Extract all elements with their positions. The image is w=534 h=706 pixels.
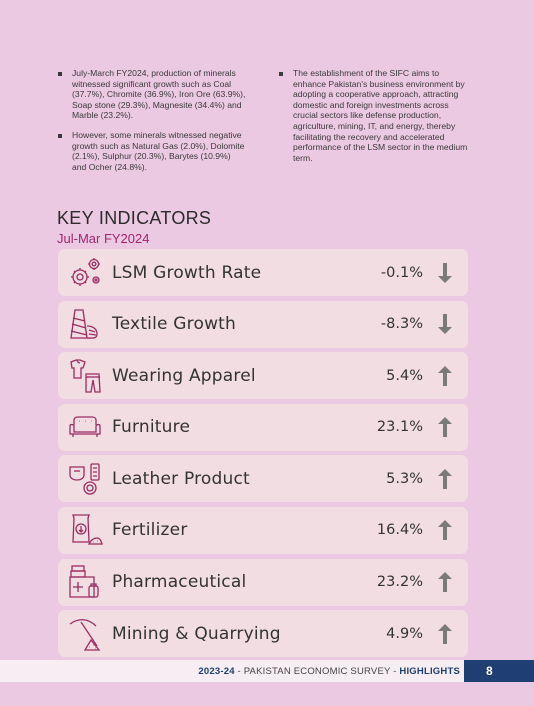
indicator-label: Wearing Apparel [112,365,256,386]
sofa-icon [67,409,103,445]
bullet-item [279,68,473,163]
page-footer [0,660,534,682]
section-subtitle: Jul-Mar FY2024 [57,231,150,246]
indicator-label: Pharmaceutical [112,572,247,593]
footer-title: - PAKISTAN ECONOMIC SURVEY - [234,666,400,677]
indicator-row [58,352,468,399]
bullet-dot [279,72,283,76]
indicator-label: Leather Product [112,468,250,489]
arrow-up-icon [434,364,456,388]
indicator-label: Mining & Quarrying [112,623,281,644]
arrow-up-icon [434,467,456,491]
indicator-label: LSM Growth Rate [112,262,262,283]
bullets-left-column [58,68,246,181]
indicator-value: 23.1% [376,419,423,436]
indicator-value: 16.4% [376,522,423,539]
pickaxe-icon [67,616,103,652]
footer-highlight: HIGHLIGHTS [399,666,460,677]
key-indicators-list [58,249,468,662]
indicator-value: 5.4% [386,367,423,384]
section-title: KEY INDICATORS [57,208,212,228]
bullet-text: The establishment of the SIFC aims to enhance Pakistan's business environment by adopting a cooperative approach, attracting domestic and foreign investments across crucial sectors like defense production, agriculture, mining, IT, and energy, thereby facilitating the recovery and accelerated performance of the LSM sector in the medium term. [293,68,468,163]
indicator-value: 4.9% [386,625,423,642]
indicator-value: 23.2% [376,574,423,591]
bullet-item [58,68,246,121]
arrow-up-icon [434,570,456,594]
arrow-down-icon [434,312,456,336]
indicator-value: -8.3% [380,316,423,333]
indicator-value: -0.1% [380,264,423,281]
medicine-icon [67,564,103,600]
gears-icon [67,255,103,291]
leather-icon [67,461,103,497]
bullet-item [58,130,246,172]
arrow-up-icon [434,518,456,542]
indicator-row [58,559,468,606]
textile-icon [67,306,103,342]
arrow-up-icon [434,415,456,439]
bullet-dot [58,134,62,138]
bullet-text: July-March FY2024, production of minerals witnessed significant growth such as Coal (37.7%), Chromite (36.9%), Iron Ore (63.9%), Soap stone (29.3%), Magnesite (34.4%) and Marble (23.2%). [72,68,246,121]
indicator-label: Textile Growth [112,314,237,335]
arrow-up-icon [434,622,456,646]
intro-bullets [58,68,473,181]
footer-year: 2023-24 [198,666,235,677]
indicator-row [58,610,468,657]
apparel-icon [67,358,103,394]
footer-text [198,666,460,677]
indicator-row [58,404,468,451]
indicator-label: Furniture [112,417,191,438]
bullet-dot [58,72,62,76]
indicator-value: 5.3% [386,470,423,487]
indicator-row [58,455,468,502]
indicator-row [58,249,468,296]
bullet-text: However, some minerals witnessed negative growth such as Natural Gas (2.0%), Dolomite (2.1%), Sulphur (20.3%), Barytes (10.9%) and Ocher (24.8%). [72,129,245,172]
indicator-row [58,507,468,554]
indicator-row [58,301,468,348]
fertilizer-bag-icon [67,512,103,548]
page-number: 8 [464,660,534,682]
bullets-right-column [279,68,473,181]
arrow-down-icon [434,261,456,285]
indicator-label: Fertilizer [112,520,188,541]
